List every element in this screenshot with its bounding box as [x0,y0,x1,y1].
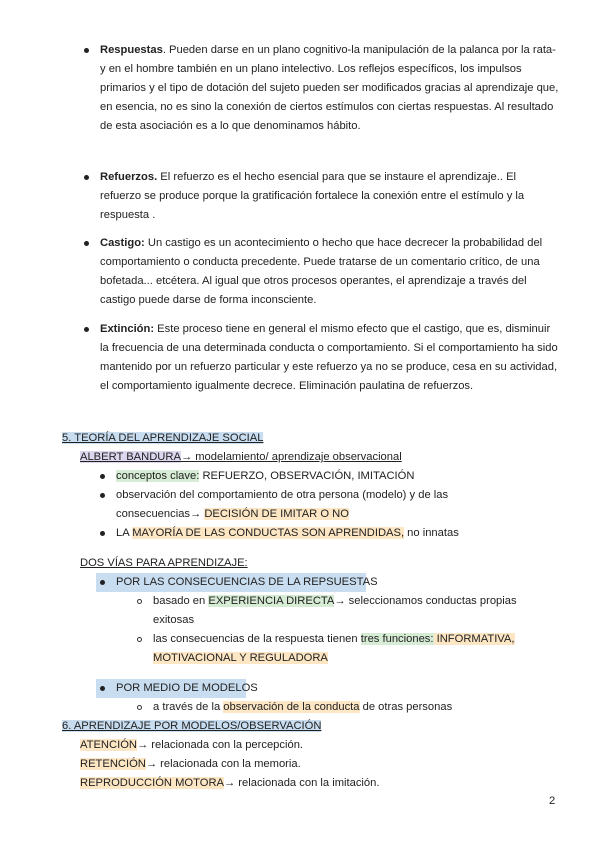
bullet-dot [100,474,105,479]
via1-sub2-line2: MOTIVACIONAL Y REGULADORA [153,652,328,664]
observation-line-2: consecuencias→ DECISIÓN DE IMITAR O NO [116,508,349,520]
observation-line-1: observación del comportamiento de otra persona (modelo) y de las [116,489,449,501]
bullet-dot [84,327,89,332]
two-ways-heading: DOS VÍAS PARA APRENDIZAJE: [80,557,248,569]
via1-sub1-line1: basado en EXPERIENCIA DIRECTA→ seleccionamos conductas propias [153,595,517,607]
sub-bullet-circle [137,599,142,604]
via2-sub1: a través de la observación de la conducta de otras personas [153,701,453,713]
bullet-dot [100,531,105,536]
key-concepts: conceptos clave: REFUERZO, OBSERVACIÓN, IMITACIÓN [116,470,415,482]
sub-bullet-circle [137,637,142,642]
bullet-respuestas: Respuestas. Pueden darse en un plano cognitivo-la manipulación de la palanca por la rata- y en el hombre también en un plano intelectivo. Los reflejos específicos, los impulsos primarios y el tipo de dotación del sujeto pueden ser modificados gracias al aprendizaje que, en esencia, no es sino la conexión de ciertos estímulos con ciertas respuestas. Al resultado de esta asociación es a lo que denominamos hábito. [100,44,559,132]
bullet-dot [84,175,89,180]
section5-heading: 5. TEORÍA DEL APRENDIZAJE SOCIAL [62,432,264,444]
bullet-dot [100,686,105,691]
via1-label: POR LAS CONSECUENCIAS DE LA REPSUESTAS [116,576,378,588]
bullet-dot [100,493,105,498]
motor-reproduction-line: REPRODUCCIÓN MOTORA→ relacionada con la imitación. [80,777,380,789]
bullet-dot [84,241,89,246]
retention-line: RETENCIÓN→ relacionada con la memoria. [80,758,301,770]
sub-bullet-circle [137,705,142,710]
bullet-castigo: Castigo: Un castigo es un acontecimiento o hecho que hace decrecer la probabilidad del comportamiento o conducta precedente. Puede tratarse de un comentario crítico, de una bofetada... etcétera. Al igual que otros procesos operantes, el aprendizaje a través del castigo puede darse de forma inconsciente. [100,237,543,306]
via1-sub2-line1: las consecuencias de la respuesta tienen tres funciones: INFORMATIVA, [153,633,515,645]
section6-heading: 6. APRENDIZAJE POR MODELOS/OBSERVACIÓN [62,720,322,732]
bullet-dot [100,580,105,585]
via2-label: POR MEDIO DE MODELOS [116,682,258,694]
author-line: ALBERT BANDURA→ modelamiento/ aprendizaje observacional [80,451,402,463]
via1-sub1-line2: exitosas [153,614,195,626]
learned-behaviors: LA MAYORÍA DE LAS CONDUCTAS SON APRENDIDAS, no innatas [116,527,459,539]
attention-line: ATENCIÓN→ relacionada con la percepción. [80,739,304,751]
bullet-extincion: Extinción: Este proceso tiene en general el mismo efecto que el castigo, que es, disminuir la frecuencia de una determinada conducta o comportamiento. Si el comportamiento ha sido mantenido por un refuerzo particular y este refuerzo ya no se produce, cesa en su actividad, el comportamiento igualmente decrece. Eliminación paulatina de refuerzos. [100,323,558,392]
page-number: 2 [549,795,556,807]
bullet-dot [84,48,89,53]
bullet-refuerzos: Refuerzos. El refuerzo es el hecho esencial para que se instaure el aprendizaje.. El refuerzo se produce porque la gratificación fortalece la conexión entre el estímulo y la respuesta . [100,171,525,221]
